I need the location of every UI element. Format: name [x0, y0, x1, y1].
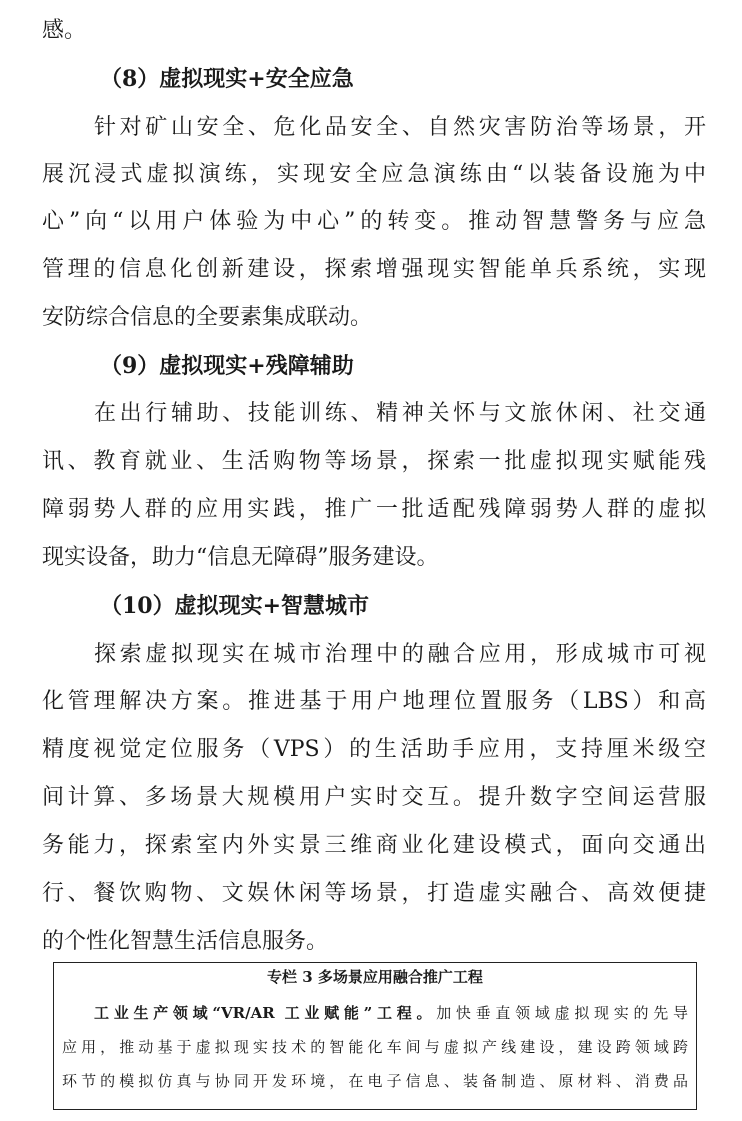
section-10-paragraph-line: 务能力，探索室内外实景三维商业化建设模式，面向交通出	[42, 833, 706, 858]
section-10-paragraph-line: 间计算、多场景大规模用户实时交互。提升数字空间运营服	[42, 785, 706, 810]
column-box-line	[94, 1001, 688, 1025]
section-9-paragraph-line: 现实设备，助力“信息无障碍”服务建设。	[42, 545, 439, 570]
section-10-paragraph-line: 行、餐饮购物、文娱休闲等场景，打造虚实融合、高效便捷	[42, 881, 706, 906]
section-9-paragraph-line: 讯、教育就业、生活购物等场景，探索一批虚拟现实赋能残	[42, 449, 706, 474]
column-box-title: 专栏 3 多场景应用融合推广工程	[267, 968, 483, 986]
section-8-paragraph-line: 管理的信息化创新建设，探索增强现实智能单兵系统，实现	[42, 257, 706, 282]
section-9-paragraph-line: 在出行辅助、技能训练、精神关怀与文旅休闲、社交通	[94, 401, 706, 426]
section-10-paragraph-line: 的个性化智慧生活信息服务。	[42, 929, 329, 954]
section-8-paragraph-line: 安防综合信息的全要素集成联动。	[42, 305, 373, 330]
section-9-heading: （9）虚拟现实+残障辅助	[100, 353, 354, 379]
intro-line: 感。	[42, 18, 87, 43]
section-10-paragraph-line: 化管理解决方案。推进基于用户地理位置服务（LBS）和高	[42, 689, 706, 714]
section-8-paragraph-line: 展沉浸式虚拟演练，实现安全应急演练由“以装备设施为中	[42, 162, 706, 187]
section-8-paragraph-line: 心”向“以用户体验为中心”的转变。推动智慧警务与应急	[42, 209, 706, 234]
column-box	[53, 962, 697, 1110]
section-10-paragraph-line: 精度视觉定位服务（VPS）的生活助手应用，支持厘米级空	[42, 737, 706, 762]
section-9-paragraph-line: 障弱势人群的应用实践，推广一批适配残障弱势人群的虚拟	[42, 497, 706, 522]
section-8-heading: （8）虚拟现实+安全应急	[100, 66, 354, 92]
column-box-lead-bold: 工业生产领域“VR/AR 工业赋能”工程。	[94, 1004, 437, 1022]
section-10-heading: （10）虚拟现实+智慧城市	[100, 593, 370, 619]
column-box-line: 环节的模拟仿真与协同开发环境，在电子信息、装备制造、原材料、消费品	[62, 1072, 688, 1090]
section-10-paragraph-line: 探索虚拟现实在城市治理中的融合应用，形成城市可视	[94, 642, 706, 667]
column-box-line: 应用，推动基于虚拟现实技术的智能化车间与虚拟产线建设，建设跨领域跨	[62, 1038, 688, 1056]
section-8-paragraph-line: 针对矿山安全、危化品安全、自然灾害防治等场景，开	[94, 115, 706, 140]
column-box-lead-rest: 加快垂直领域虚拟现实的先导	[436, 1004, 688, 1022]
